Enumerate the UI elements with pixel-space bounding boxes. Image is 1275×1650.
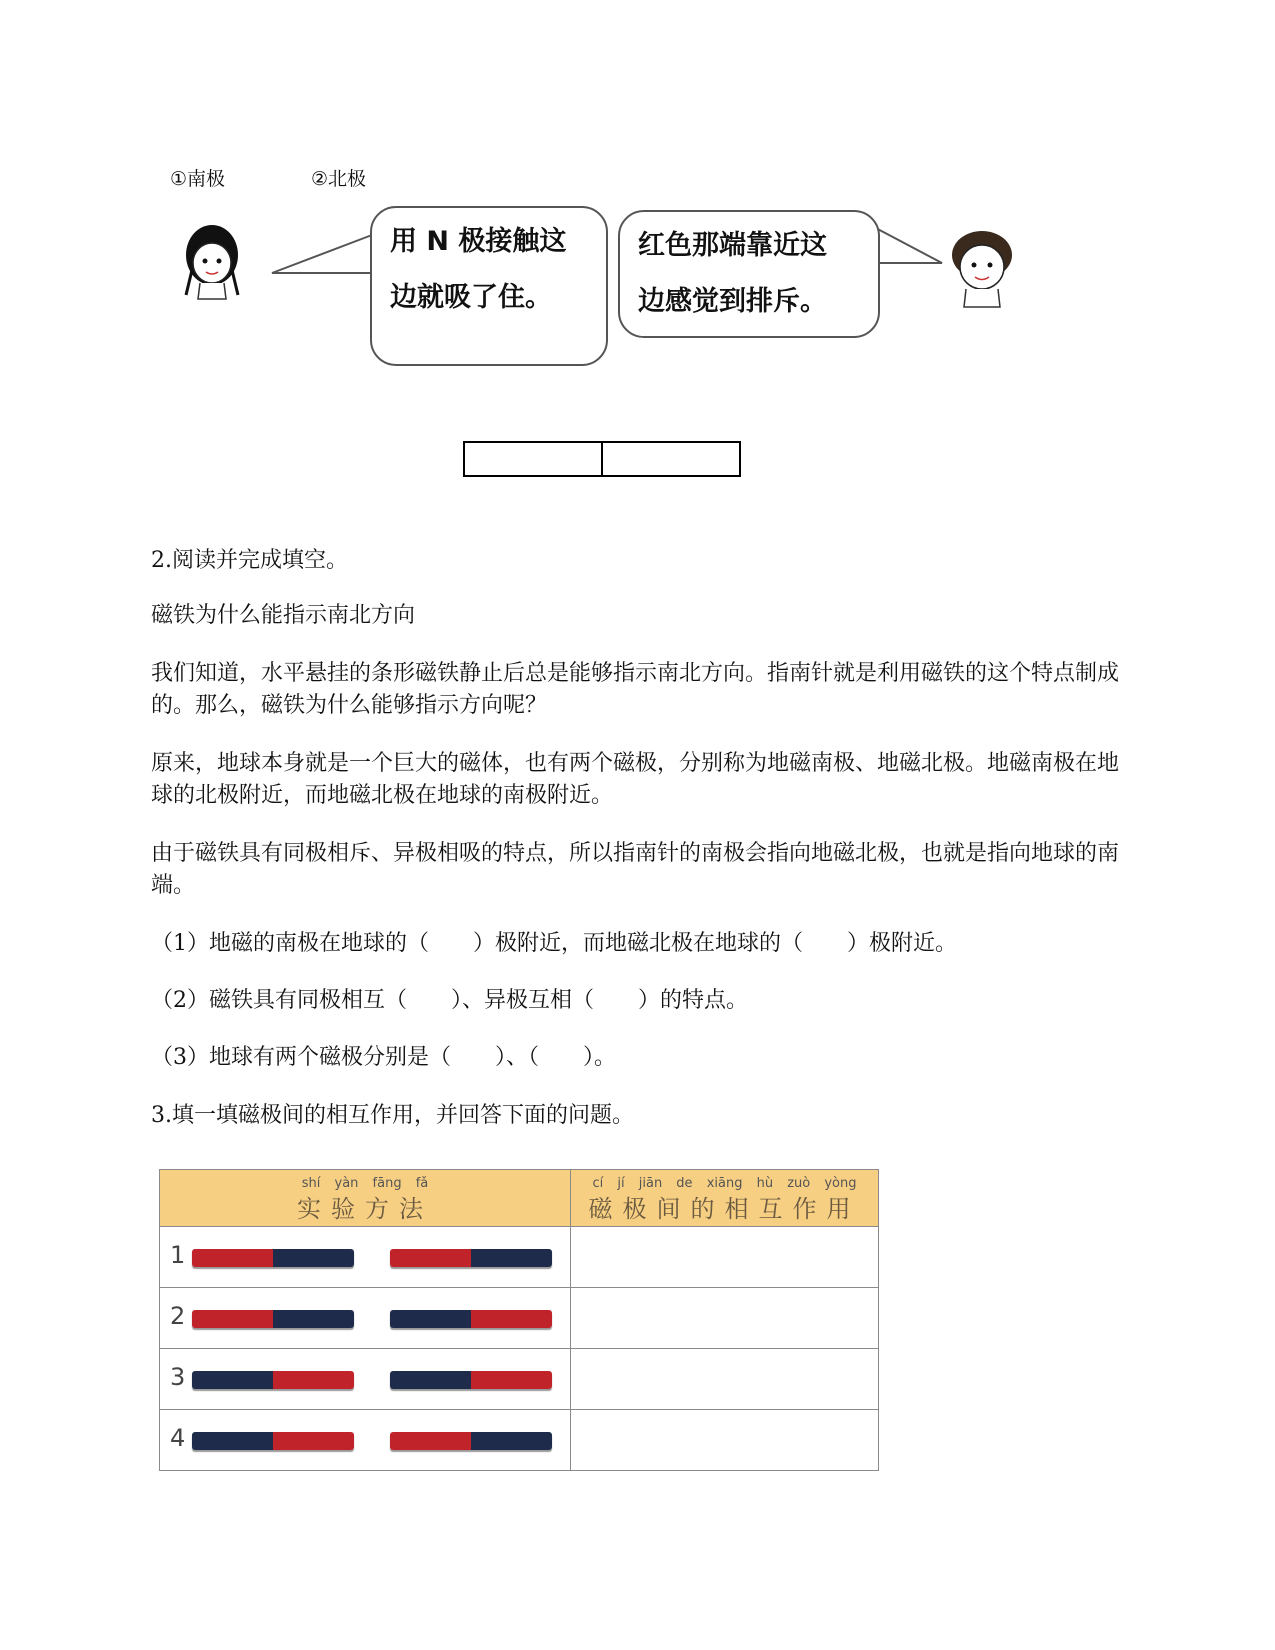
left-speech-bubble	[370, 206, 608, 366]
row-number: 4	[170, 1424, 186, 1452]
q2-paragraph-3: 由于磁铁具有同极相斥、异极相吸的特点，所以指南针的南极会指向地磁北极，也就是指向地球的南端。	[151, 841, 1120, 898]
table-header-method	[160, 1170, 571, 1227]
magnet-pole-red	[471, 1310, 552, 1328]
magnet-pole-navy	[390, 1371, 471, 1389]
interaction-answer-cell[interactable]	[571, 1410, 879, 1471]
magnet-pole-navy	[471, 1249, 552, 1267]
option-south-pole: ①南极	[170, 168, 226, 190]
q2-blank-3: （3）地球有两个磁极分别是（ ）、（ ）。	[151, 1045, 616, 1070]
magnet-pole-navy	[273, 1310, 354, 1328]
q2-title: 磁铁为什么能指示南北方向	[151, 603, 416, 628]
boy-illustration	[942, 225, 1022, 320]
magnet-pole-navy	[273, 1249, 354, 1267]
left-bubble-line-1: 用 N 极接触这	[390, 226, 567, 257]
row-number: 2	[170, 1302, 186, 1330]
interaction-answer-cell[interactable]	[571, 1227, 879, 1288]
answer-cell-1[interactable]	[465, 443, 603, 475]
magnet-pole-red	[192, 1249, 273, 1267]
right-bubble-line-2: 边感觉到排斥。	[638, 286, 827, 317]
method-cell	[160, 1227, 571, 1288]
row-number: 3	[170, 1363, 186, 1391]
bar-magnet-left	[192, 1310, 354, 1328]
bar-magnet-left	[192, 1249, 354, 1267]
answer-box[interactable]	[463, 441, 741, 477]
option-north-pole: ②北极	[311, 168, 367, 190]
method-cell	[160, 1349, 571, 1410]
bar-magnet-right	[390, 1310, 552, 1328]
right-bubble-line-1: 红色那端靠近这	[638, 230, 827, 261]
interaction-answer-cell[interactable]	[571, 1349, 879, 1410]
magnet-pole-red	[273, 1432, 354, 1450]
bar-magnet-right	[390, 1432, 552, 1450]
interaction-answer-cell[interactable]	[571, 1288, 879, 1349]
left-bubble-line-2: 边就吸了住。	[390, 282, 552, 313]
magnet-pole-navy	[192, 1371, 273, 1389]
table-header-interaction	[571, 1170, 879, 1227]
interaction-pinyin: cí jí jiān de xiāng hù zuò yòng	[592, 1176, 857, 1191]
q2-blank-2: （2）磁铁具有同极相互（ ）、异极互相（ ）的特点。	[151, 988, 748, 1013]
magnet-pole-navy	[390, 1310, 471, 1328]
method-pinyin: shí yàn fāng fǎ	[301, 1176, 429, 1191]
answer-cell-2[interactable]	[603, 443, 739, 475]
right-speech-bubble-tail	[870, 215, 950, 275]
bar-magnet-left	[192, 1371, 354, 1389]
bar-magnet-right	[390, 1249, 552, 1267]
table-row	[160, 1349, 879, 1410]
bar-magnet-left	[192, 1432, 354, 1450]
magnet-pole-navy	[192, 1432, 273, 1450]
table-row	[160, 1410, 879, 1471]
q2-heading: 2.阅读并完成填空。	[151, 548, 348, 573]
row-number: 1	[170, 1241, 186, 1269]
q3-heading: 3.填一填磁极间的相互作用，并回答下面的问题。	[151, 1103, 634, 1128]
method-header: 实验方法	[297, 1195, 433, 1223]
magnet-pole-navy	[471, 1432, 552, 1450]
magnet-pole-red	[390, 1249, 471, 1267]
table-row	[160, 1288, 879, 1349]
magnet-pole-red	[471, 1371, 552, 1389]
magnet-experiment-table	[159, 1169, 879, 1471]
method-cell	[160, 1288, 571, 1349]
table-row	[160, 1227, 879, 1288]
method-cell	[160, 1410, 571, 1471]
magnet-pole-red	[390, 1432, 471, 1450]
q2-blank-1: （1）地磁的南极在地球的（ ）极附近，而地磁北极在地球的（ ）极附近。	[151, 931, 957, 956]
right-speech-bubble	[618, 210, 880, 338]
q2-paragraph-1: 我们知道，水平悬挂的条形磁铁静止后总是能够指示南北方向。指南针就是利用磁铁的这个特点制成的。那么，磁铁为什么能够指示方向呢？	[151, 661, 1120, 718]
interaction-header: 磁极间的相互作用	[588, 1195, 861, 1223]
q2-paragraph-2: 原来，地球本身就是一个巨大的磁体，也有两个磁极，分别称为地磁南极、地磁北极。地磁南极在地球的北极附近，而地磁北极在地球的南极附近。	[151, 751, 1120, 808]
magnet-pole-red	[273, 1371, 354, 1389]
magnet-pole-red	[192, 1310, 273, 1328]
bar-magnet-right	[390, 1371, 552, 1389]
